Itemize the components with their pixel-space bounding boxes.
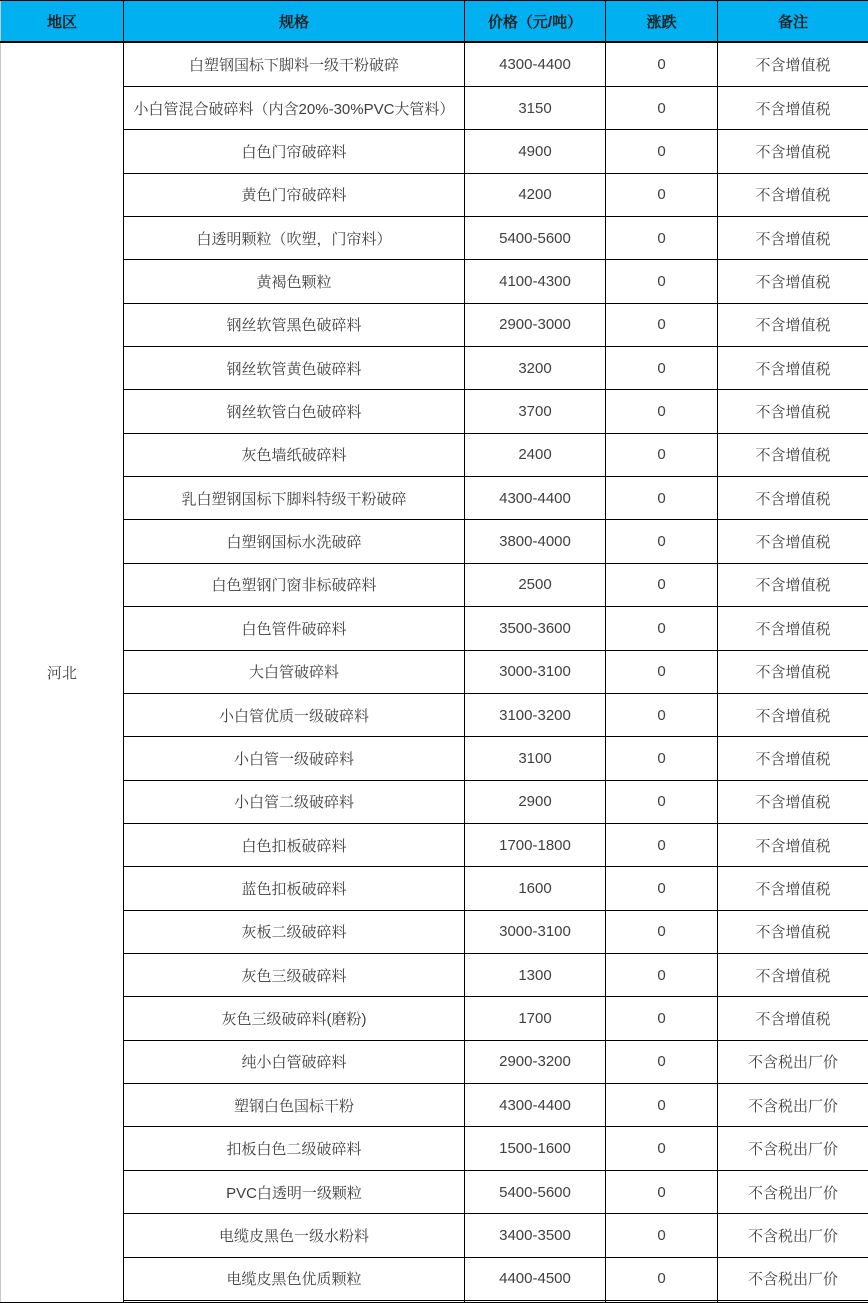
spec-cell: 钢丝软管黑色破碎料 xyxy=(124,303,465,346)
change-cell: 0 xyxy=(606,433,718,476)
change-cell: 0 xyxy=(606,867,718,910)
spec-cell: 乳白塑钢国标下脚料特级干粉破碎 xyxy=(124,477,465,520)
change-cell: 0 xyxy=(606,563,718,606)
change-cell: 0 xyxy=(606,520,718,563)
note-cell: 不含增值税 xyxy=(718,347,868,390)
region-cell: 河北 xyxy=(1,42,124,1303)
price-cell: 3500-3600 xyxy=(465,607,606,650)
table-row xyxy=(1,1300,868,1302)
change-cell: 0 xyxy=(606,1170,718,1213)
header-note: 备注 xyxy=(718,1,868,43)
change-cell: 0 xyxy=(606,997,718,1040)
note-cell: 不含税出厂价 xyxy=(718,1170,868,1213)
price-cell: 2900-3000 xyxy=(465,303,606,346)
price-cell: 1300 xyxy=(465,954,606,997)
table-row xyxy=(1,1170,868,1213)
change-cell: 0 xyxy=(606,954,718,997)
change-cell: 0 xyxy=(606,477,718,520)
note-cell: 不含增值税 xyxy=(718,693,868,736)
change-cell: 0 xyxy=(606,42,718,86)
note-cell xyxy=(718,1300,868,1302)
spec-cell: 钢丝软管黄色破碎料 xyxy=(124,347,465,390)
price-cell: 4300-4400 xyxy=(465,42,606,86)
table-row xyxy=(1,997,868,1040)
spec-cell: 小白管二级破碎料 xyxy=(124,780,465,823)
change-cell: 0 xyxy=(606,650,718,693)
note-cell: 不含增值税 xyxy=(718,823,868,866)
spec-cell: 扣板白色二级破碎料 xyxy=(124,1127,465,1170)
note-cell: 不含增值税 xyxy=(718,173,868,216)
note-cell: 不含增值税 xyxy=(718,303,868,346)
note-cell: 不含增值税 xyxy=(718,780,868,823)
change-cell: 0 xyxy=(606,1214,718,1257)
header-row xyxy=(1,1,868,43)
change-cell: 0 xyxy=(606,1040,718,1083)
price-cell: 2400 xyxy=(465,433,606,476)
spec-cell: 电缆皮黑色一级水粉料 xyxy=(124,1214,465,1257)
table-row xyxy=(1,563,868,606)
table-row xyxy=(1,910,868,953)
note-cell: 不含增值税 xyxy=(718,607,868,650)
note-cell: 不含增值税 xyxy=(718,433,868,476)
change-cell: 0 xyxy=(606,823,718,866)
price-cell: 5400-5600 xyxy=(465,1170,606,1213)
spec-cell: 灰色墙纸破碎料 xyxy=(124,433,465,476)
price-cell xyxy=(465,1300,606,1302)
header-spec: 规格 xyxy=(124,1,465,43)
spec-cell xyxy=(124,1300,465,1302)
table-row xyxy=(1,216,868,259)
table-row xyxy=(1,650,868,693)
change-cell: 0 xyxy=(606,780,718,823)
price-cell: 4100-4300 xyxy=(465,260,606,303)
change-cell: 0 xyxy=(606,1257,718,1300)
change-cell: 0 xyxy=(606,910,718,953)
price-cell: 3000-3100 xyxy=(465,650,606,693)
table-body xyxy=(1,42,868,1303)
header-price: 价格（元/吨） xyxy=(465,1,606,43)
spec-cell: 白透明颗粒（吹塑，门帘料） xyxy=(124,216,465,259)
price-cell: 5400-5600 xyxy=(465,216,606,259)
note-cell: 不含增值税 xyxy=(718,42,868,86)
change-cell: 0 xyxy=(606,1127,718,1170)
table-row xyxy=(1,1127,868,1170)
table-row xyxy=(1,390,868,433)
table-row xyxy=(1,173,868,216)
note-cell: 不含增值税 xyxy=(718,390,868,433)
note-cell: 不含增值税 xyxy=(718,910,868,953)
header-region: 地区 xyxy=(1,1,124,43)
change-cell: 0 xyxy=(606,737,718,780)
note-cell: 不含增值税 xyxy=(718,86,868,129)
change-cell: 0 xyxy=(606,260,718,303)
price-cell: 4400-4500 xyxy=(465,1257,606,1300)
spec-cell: 灰板二级破碎料 xyxy=(124,910,465,953)
price-cell: 3400-3500 xyxy=(465,1214,606,1257)
price-cell: 2900-3200 xyxy=(465,1040,606,1083)
spec-cell: 白色塑钢门窗非标破碎料 xyxy=(124,563,465,606)
table-row xyxy=(1,780,868,823)
spec-cell: 白塑钢国标下脚料一级干粉破碎 xyxy=(124,42,465,86)
price-cell: 3150 xyxy=(465,86,606,129)
table-row xyxy=(1,433,868,476)
spec-cell: 白色管件破碎料 xyxy=(124,607,465,650)
table-row xyxy=(1,867,868,910)
price-cell: 3800-4000 xyxy=(465,520,606,563)
table-row xyxy=(1,303,868,346)
change-cell: 0 xyxy=(606,303,718,346)
note-cell: 不含增值税 xyxy=(718,216,868,259)
table-row xyxy=(1,86,868,129)
change-cell: 0 xyxy=(606,607,718,650)
table-row xyxy=(1,42,868,86)
table-row xyxy=(1,1040,868,1083)
table-row xyxy=(1,693,868,736)
change-cell: 0 xyxy=(606,693,718,736)
table-row xyxy=(1,477,868,520)
spec-cell: PVC白透明一级颗粒 xyxy=(124,1170,465,1213)
price-cell: 4300-4400 xyxy=(465,1084,606,1127)
change-cell xyxy=(606,1300,718,1302)
note-cell: 不含税出厂价 xyxy=(718,1127,868,1170)
spec-cell: 黄褐色颗粒 xyxy=(124,260,465,303)
spec-cell: 电缆皮黑色优质颗粒 xyxy=(124,1257,465,1300)
table-row xyxy=(1,347,868,390)
note-cell: 不含增值税 xyxy=(718,997,868,1040)
price-cell: 1700 xyxy=(465,997,606,1040)
note-cell: 不含增值税 xyxy=(718,260,868,303)
table-row xyxy=(1,823,868,866)
table-row xyxy=(1,1084,868,1127)
price-cell: 4200 xyxy=(465,173,606,216)
note-cell: 不含增值税 xyxy=(718,130,868,173)
note-cell: 不含增值税 xyxy=(718,650,868,693)
price-cell: 3100 xyxy=(465,737,606,780)
price-cell: 2500 xyxy=(465,563,606,606)
note-cell: 不含增值税 xyxy=(718,520,868,563)
header-change: 涨跌 xyxy=(606,1,718,43)
price-cell: 3700 xyxy=(465,390,606,433)
price-cell: 4300-4400 xyxy=(465,477,606,520)
spec-cell: 灰色三级破碎料 xyxy=(124,954,465,997)
note-cell: 不含增值税 xyxy=(718,563,868,606)
price-cell: 2900 xyxy=(465,780,606,823)
spec-cell: 灰色三级破碎料(磨粉) xyxy=(124,997,465,1040)
spec-cell: 白塑钢国标水洗破碎 xyxy=(124,520,465,563)
change-cell: 0 xyxy=(606,86,718,129)
note-cell: 不含增值税 xyxy=(718,737,868,780)
price-cell: 3000-3100 xyxy=(465,910,606,953)
change-cell: 0 xyxy=(606,347,718,390)
price-cell: 1600 xyxy=(465,867,606,910)
note-cell: 不含税出厂价 xyxy=(718,1257,868,1300)
spec-cell: 黄色门帘破碎料 xyxy=(124,173,465,216)
table-row xyxy=(1,260,868,303)
table-row xyxy=(1,737,868,780)
change-cell: 0 xyxy=(606,216,718,259)
table-row xyxy=(1,607,868,650)
change-cell: 0 xyxy=(606,1084,718,1127)
spec-cell: 小白管混合破碎料（内含20%-30%PVC大管料） xyxy=(124,86,465,129)
spec-cell: 蓝色扣板破碎料 xyxy=(124,867,465,910)
spec-cell: 小白管优质一级破碎料 xyxy=(124,693,465,736)
change-cell: 0 xyxy=(606,390,718,433)
note-cell: 不含增值税 xyxy=(718,867,868,910)
note-cell: 不含增值税 xyxy=(718,477,868,520)
spec-cell: 白色扣板破碎料 xyxy=(124,823,465,866)
change-cell: 0 xyxy=(606,130,718,173)
note-cell: 不含税出厂价 xyxy=(718,1084,868,1127)
spec-cell: 小白管一级破碎料 xyxy=(124,737,465,780)
spec-cell: 大白管破碎料 xyxy=(124,650,465,693)
spec-cell: 钢丝软管白色破碎料 xyxy=(124,390,465,433)
table-row xyxy=(1,130,868,173)
table-row xyxy=(1,1214,868,1257)
price-cell: 1500-1600 xyxy=(465,1127,606,1170)
change-cell: 0 xyxy=(606,173,718,216)
price-cell: 3100-3200 xyxy=(465,693,606,736)
price-cell: 1700-1800 xyxy=(465,823,606,866)
spec-cell: 塑钢白色国标干粉 xyxy=(124,1084,465,1127)
spec-cell: 纯小白管破碎料 xyxy=(124,1040,465,1083)
table-row xyxy=(1,954,868,997)
note-cell: 不含增值税 xyxy=(718,954,868,997)
note-cell: 不含税出厂价 xyxy=(718,1214,868,1257)
note-cell: 不含税出厂价 xyxy=(718,1040,868,1083)
table-row xyxy=(1,1257,868,1300)
spec-cell: 白色门帘破碎料 xyxy=(124,130,465,173)
price-cell: 3200 xyxy=(465,347,606,390)
price-cell: 4900 xyxy=(465,130,606,173)
table-row xyxy=(1,520,868,563)
